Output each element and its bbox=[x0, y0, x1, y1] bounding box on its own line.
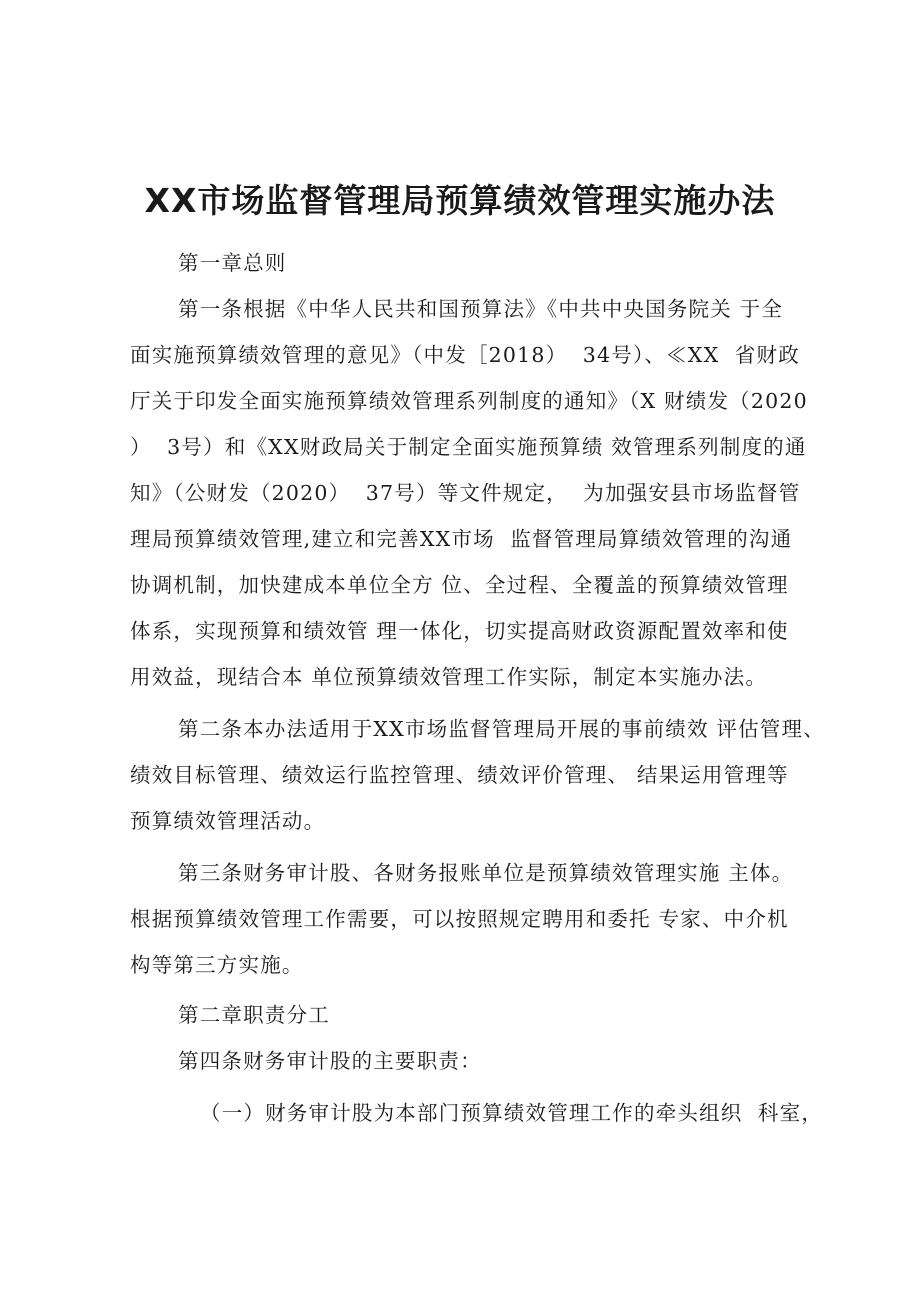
paragraph-line: ） 3号）和《XX财政局关于制定全面实施预算绩 效管理系列制度的通 bbox=[130, 435, 807, 459]
paragraph-line: 第一条根据《中华人民共和国预算法》《中共中央国务院关 于全 bbox=[178, 297, 784, 321]
paragraph-line: 理局预算绩效管理,建立和完善XX市场 监督管理局算绩效管理的沟通 bbox=[130, 527, 793, 551]
paragraph-line: 面实施预算绩效管理的意见》（中发［2018） 34号）、≪XX 省财政 bbox=[130, 343, 800, 367]
paragraph-line: （一）财务审计股为本部门预算绩效管理工作的牵头组织 科室， bbox=[200, 1101, 824, 1125]
paragraph-line: 体系，实现预算和绩效管 理一体化，切实提高财政资源配置效率和使 bbox=[130, 619, 789, 643]
paragraph-line: 用效益，现结合本 单位预算绩效管理工作实际，制定本实施办法。 bbox=[130, 665, 768, 689]
paragraph-line: 协调机制，加快建成本单位全方 位、全过程、全覆盖的预算绩效管理 bbox=[130, 573, 789, 597]
paragraph-line: 厅关于印发全面实施预算绩效管理系列制度的通知》（X 财绩发（2020 bbox=[130, 389, 808, 413]
paragraph-line: 第四条财务审计股的主要职责： bbox=[178, 1049, 482, 1073]
chapter-heading: 第二章职责分工 bbox=[178, 1003, 330, 1027]
paragraph-line: 第三条财务审计股、各财务报账单位是预算绩效管理实施 主体。 bbox=[178, 861, 794, 885]
document-title: XX市场监督管理局预算绩效管理实施办法 bbox=[144, 181, 776, 220]
paragraph-line: 绩效目标管理、绩效运行监控管理、绩效评价管理、 结果运用管理等 bbox=[130, 763, 789, 787]
paragraph-line: 预算绩效管理活动。 bbox=[130, 809, 326, 833]
paragraph-line: 构等第三方实施。 bbox=[130, 953, 304, 977]
paragraph-line: 第二条本办法适用于XX市场监督管理局开展的事前绩效 评估管理、 bbox=[178, 717, 825, 741]
paragraph-line: 根据预算绩效管理工作需要，可以按照规定聘用和委托 专家、中介机 bbox=[130, 907, 789, 931]
chapter-heading: 第一章总则 bbox=[178, 251, 287, 275]
paragraph-line: 知》（公财发（2020） 37号）等文件规定， 为加强安县市场监督管 bbox=[130, 481, 801, 505]
